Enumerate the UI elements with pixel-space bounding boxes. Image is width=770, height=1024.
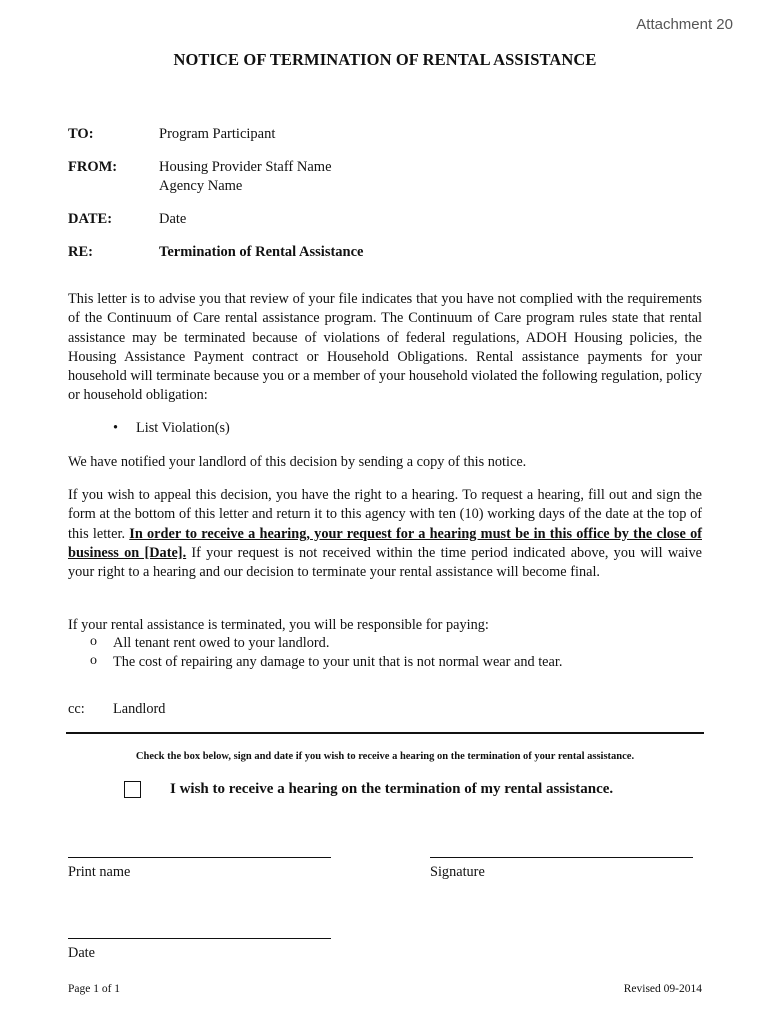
sub-item-damage: The cost of repairing any damage to your unit that is not normal wear and tear. (113, 654, 563, 670)
paragraph-responsibility: If your rental assistance is terminated, you will be responsible for paying: (68, 617, 489, 633)
hearing-request-checkbox[interactable] (124, 781, 141, 798)
bullet-marker: • (113, 420, 119, 436)
from-value-staff: Housing Provider Staff Name (159, 159, 332, 175)
date-label: DATE: (68, 211, 113, 227)
hearing-request-label: I wish to receive a hearing on the termination of my rental assistance. (170, 781, 614, 797)
divider (66, 732, 704, 734)
cc-label: cc: (68, 701, 85, 717)
paragraph-advisory: This letter is to advise you that review of your file indicates that you have not complied with the requirements of the Continuum of Care rental assistance program. The Continuum of Care program rules state that rental assistance may be terminated because of violations of federal regulations, ADOH Housing policies, the Housing Assistance Payment contract or Household Obligations. Rental assistance payments for your household will terminate because you or a member of your household violated the following regulation, policy or household obligation: (68, 291, 702, 404)
paragraph-appeal (68, 486, 702, 582)
document-title: NOTICE OF TERMINATION OF RENTAL ASSISTANCE (173, 50, 597, 69)
date-line[interactable] (68, 938, 331, 939)
attachment-label: Attachment 20 (636, 16, 733, 33)
to-value: Program Participant (159, 126, 276, 142)
signature-line[interactable] (430, 857, 693, 858)
sub-item-marker: o (90, 634, 97, 649)
print-name-line[interactable] (68, 857, 331, 858)
violation-list-item: List Violation(s) (136, 420, 230, 436)
sub-item-rent: All tenant rent owed to your landlord. (113, 635, 330, 651)
cc-value: Landlord (113, 701, 166, 717)
from-label: FROM: (68, 159, 118, 175)
revision-date: Revised 09-2014 (623, 983, 702, 995)
signature-label: Signature (430, 864, 485, 880)
re-value: Termination of Rental Assistance (159, 244, 364, 260)
appeal-text-a: If you wish to appeal this decision, you have the right to a hearing. To request a hearing, fill out and sign the form at the bottom of this letter and return it to this agency with ten (10) working days of the date at the top of this letter. (68, 487, 702, 542)
appeal-deadline-underlined: In order to receive a hearing, your request for a hearing must be in this office by the close of business on [Date]. (68, 525, 702, 561)
date-field-label: Date (68, 945, 95, 961)
to-label: TO: (68, 126, 94, 142)
appeal-text-b: If your request is not received within the time period indicated above, you will waive your right to a hearing and our decision to terminate your rental assistance will become final. (68, 544, 702, 581)
from-value-agency: Agency Name (159, 178, 243, 194)
paragraph-landlord-notice: We have notified your landlord of this decision by sending a copy of this notice. (68, 454, 527, 470)
sub-item-marker: o (90, 653, 97, 668)
page-number: Page 1 of 1 (68, 983, 121, 995)
date-value: Date (159, 211, 187, 227)
re-label: RE: (68, 244, 93, 260)
form-instruction: Check the box below, sign and date if you wish to receive a hearing on the termination of your rental assistance. (135, 751, 635, 762)
print-name-label: Print name (68, 864, 131, 880)
